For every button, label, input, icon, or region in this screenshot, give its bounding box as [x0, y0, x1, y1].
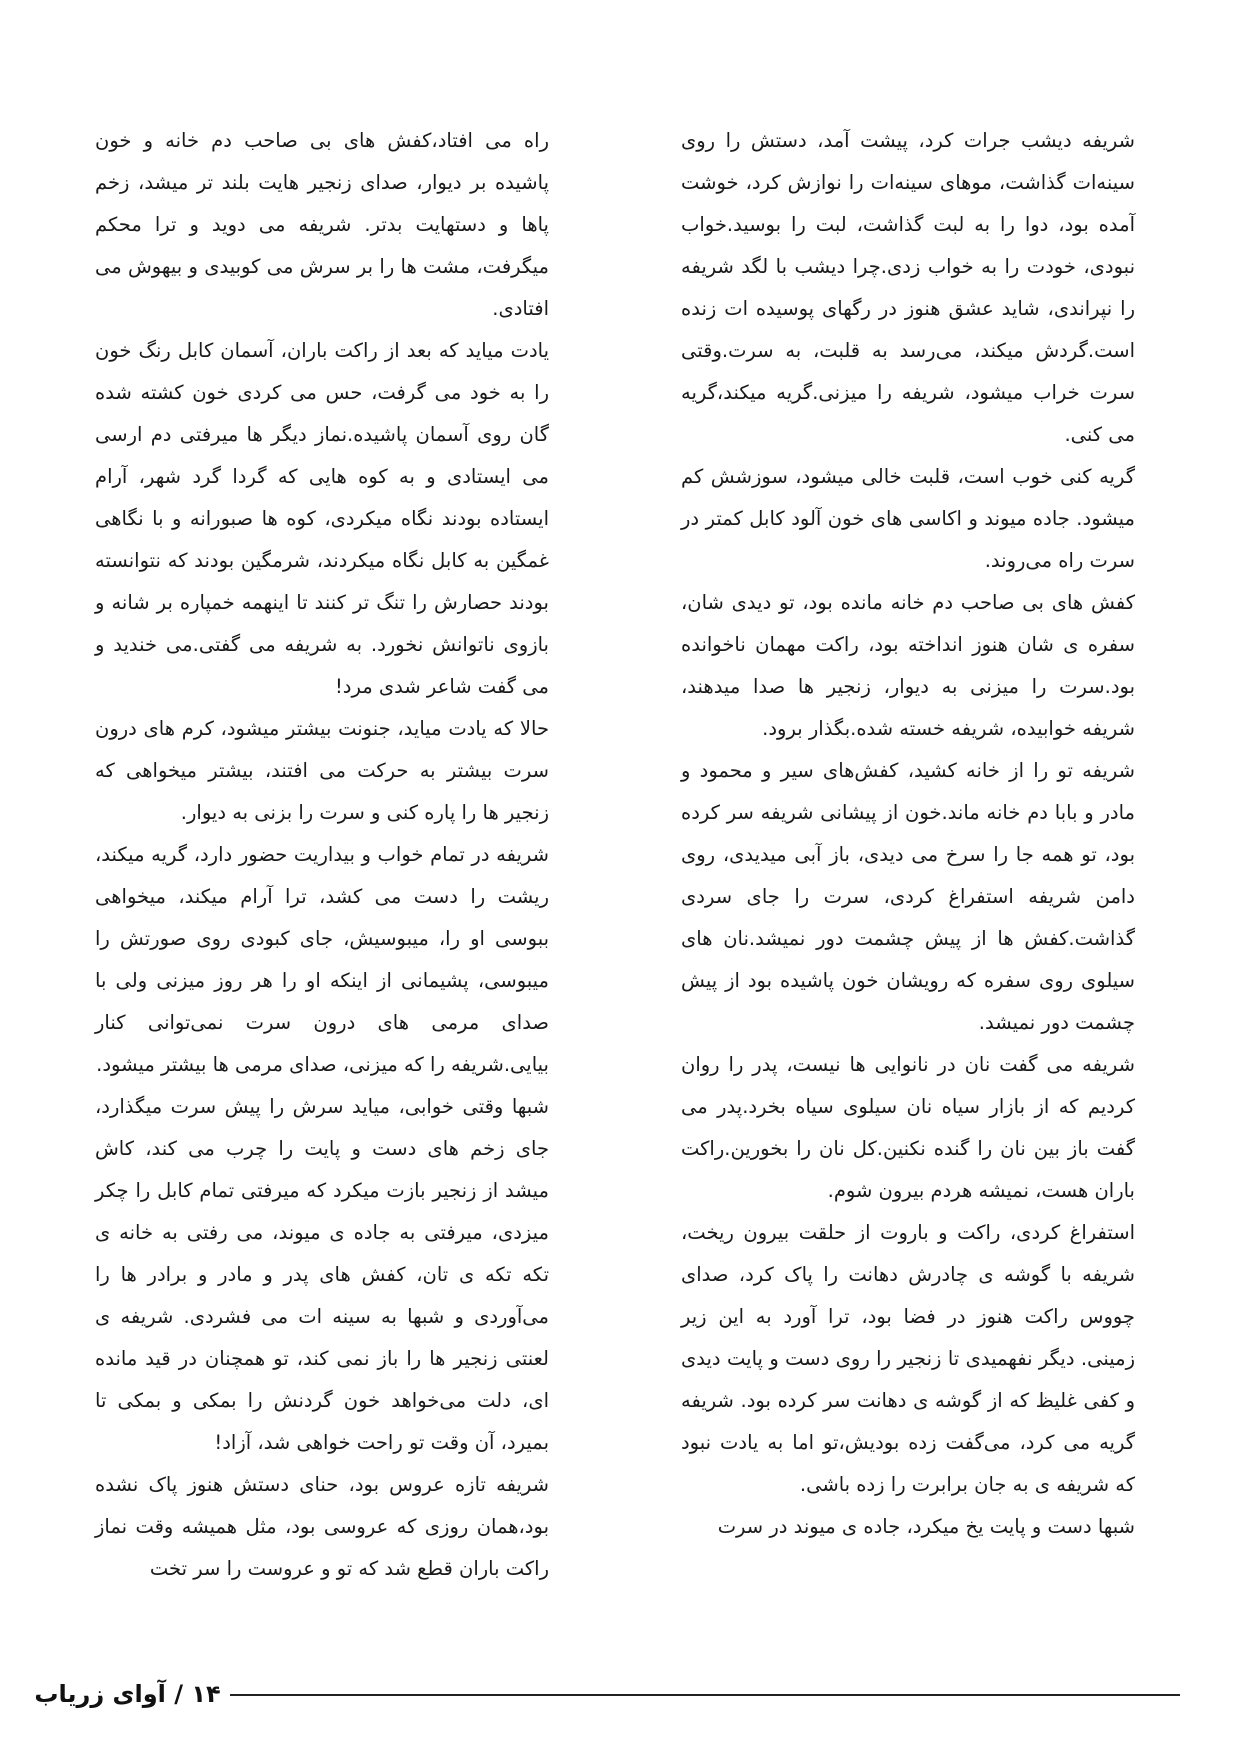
text-column-right [681, 120, 1135, 1548]
text-column-left [95, 120, 549, 1590]
paragraph: شبها وقتی خوابی، میاید سرش را پیش سرت میگذارد، جای زخم های دست و پایت را چرب می کند، کاش میشد از زنجیر بازت میکرد که میرفتی تمام کابل را چکر میزدی، میرفتی به جاده ی میوند، می رفتی به خانه ی تکه تکه ی تان، کفش های پدر و مادر و برادر ها را می‌آوردی و شبها به سینه ات می فشردی. شریفه ی لعنتی زنجیر ها را باز نمی کند، تو همچنان در قید مانده ای، دلت می‌خواهد خون گردنش را بمکی و بمکی تا بمیرد، آن وقت تو راحت خواهی شد، آزاد! [95, 1095, 549, 1454]
paragraph: شریفه دیشب جرات کرد، پیشت آمد، دستش را روی سینه‌ات گذاشت، موهای سینه‌ات را نوازش کرد، خوشت آمده بود، دوا را به لبت گذاشت، لبت را بوسید.خواب نبودی، خودت را به خواب زدی.چرا دیشب با لگد شریفه را نپراندی، شاید عشق هنوز در رگهای پوسیده ات زنده است.گردش میکند، می‌رسد به قلبت، به سرت.وقتی سرت خراب میشود، شریفه را میزنی.گریه میکند،گریه می کنی. [681, 129, 1135, 446]
paragraph: شبها دست و پایت یخ میکرد، جاده ی میوند در سرت [717, 1515, 1135, 1538]
paragraph: شریفه تازه عروس بود، حنای دستش هنوز پاک نشده بود،همان روزی که عروسی بود، مثل همیشه وقت نماز راکت باران قطع شد که تو و عروست را سر تخت [95, 1473, 549, 1580]
paragraph: گریه کنی خوب است، قلبت خالی میشود، سوزشش کم میشود. جاده میوند و اکاسی های خون آلود کابل کمتر در سرت راه می‌روند. [681, 465, 1135, 572]
paragraph: راه می افتاد،کفش های بی صاحب دم خانه و خون پاشیده بر دیوار، صدای زنجیر هایت بلند تر میشد، زخم پاها و دستهایت بدتر. شریفه می دوید و ترا محکم میگرفت، مشت ها را بر سرش می کوبیدی و بیهوش می افتادی. [95, 129, 549, 320]
page-footer [0, 1672, 1241, 1712]
paragraph: استفراغ کردی، راکت و باروت از حلقت بیرون ریخت، شریفه با گوشه ی چادرش دهانت را پاک کرد، صدای چووس راکت هنوز در فضا بود، ترا آورد به این زیر زمینی. دیگر نفهمیدی تا زنجیر را روی دست و پایت دیدی و کفی غلیظ که از گوشه ی دهانت سر کرده بود. شریفه گریه می کرد، می‌گفت زده بودیش،تو اما به یادت نبود که شریفه ی به جان برابرت را زده باشی. [681, 1221, 1135, 1496]
paragraph: کفش های بی صاحب دم خانه مانده بود، تو دیدی شان، سفره ی شان هنوز انداخته بود، راکت مهمان ناخوانده بود.سرت را میزنی به دیوار، زنجیر ها صدا میدهند، شریفه خوابیده، شریفه خسته شده.بگذار برود. [681, 591, 1135, 740]
paragraph: شریفه تو را از خانه کشید، کفش‌های سیر و محمود و مادر و بابا دم خانه ماند.خون از پیشانی شریفه سر کرده بود، تو همه جا را سرخ می دیدی، باز آبی میدیدی، روی دامن شریفه استفراغ کردی، سرت را جای سردی گذاشت.کفش ها از پیش چشمت دور نمیشد.نان های سیلوی روی سفره که رویشان خون پاشیده بود از پیش چشمت دور نمیشد. [681, 759, 1135, 1034]
page-number-and-magazine-title: ۱۴ / آوای زریاب [34, 1680, 221, 1708]
paragraph: شریفه می گفت نان در نانوایی ها نیست، پدر را روان کردیم که از بازار سیاه نان سیلوی سیاه بخرد.پدر می گفت باز بین نان را گنده نکنین.کل نان را بخورین.راکت باران هست، نمیشه هردم بیرون شوم. [681, 1053, 1135, 1202]
paragraph: شریفه در تمام خواب و بیداریت حضور دارد، گریه میکند، ریشت را دست می کشد، ترا آرام میکند، میخواهی ببوسی او را، میبوسیش، جای کبودی روی صورتش را میبوسی، پشیمانی از اینکه او را هر روز میزنی ولی با صدای مرمی های درون سرت نمی‌توانی کنار بیایی.شریفه را که میزنی، صدای مرمی ها بیشتر میشود. [95, 843, 549, 1076]
paragraph: حالا که یادت میاید، جنونت بیشتر میشود، کرم های درون سرت بیشتر به حرکت می افتند، بیشتر میخواهی که زنجیر ها را پاره کنی و سرت را بزنی به دیوار. [95, 717, 549, 824]
paragraph: یادت میاید که بعد از راکت باران، آسمان کابل رنگ خون را به خود می گرفت، حس می کردی خون کشته شده گان روی آسمان پاشیده.نماز دیگر ها میرفتی دم ارسی می ایستادی و به کوه هایی که گردا گرد شهر، آرام ایستاده بودند نگاه میکردی، کوه ها صبورانه و با نگاهی غمگین به کابل نگاه میکردند، شرمگین بودند که نتوانسته بودند حصارش را تنگ تر کنند تا اینهمه خمپاره بر شانه و بازوی ناتوانش نخورد. به شریفه می گفتی.می خندید و می گفت شاعر شدی مرد! [95, 339, 549, 698]
footer-divider [230, 1694, 1180, 1696]
